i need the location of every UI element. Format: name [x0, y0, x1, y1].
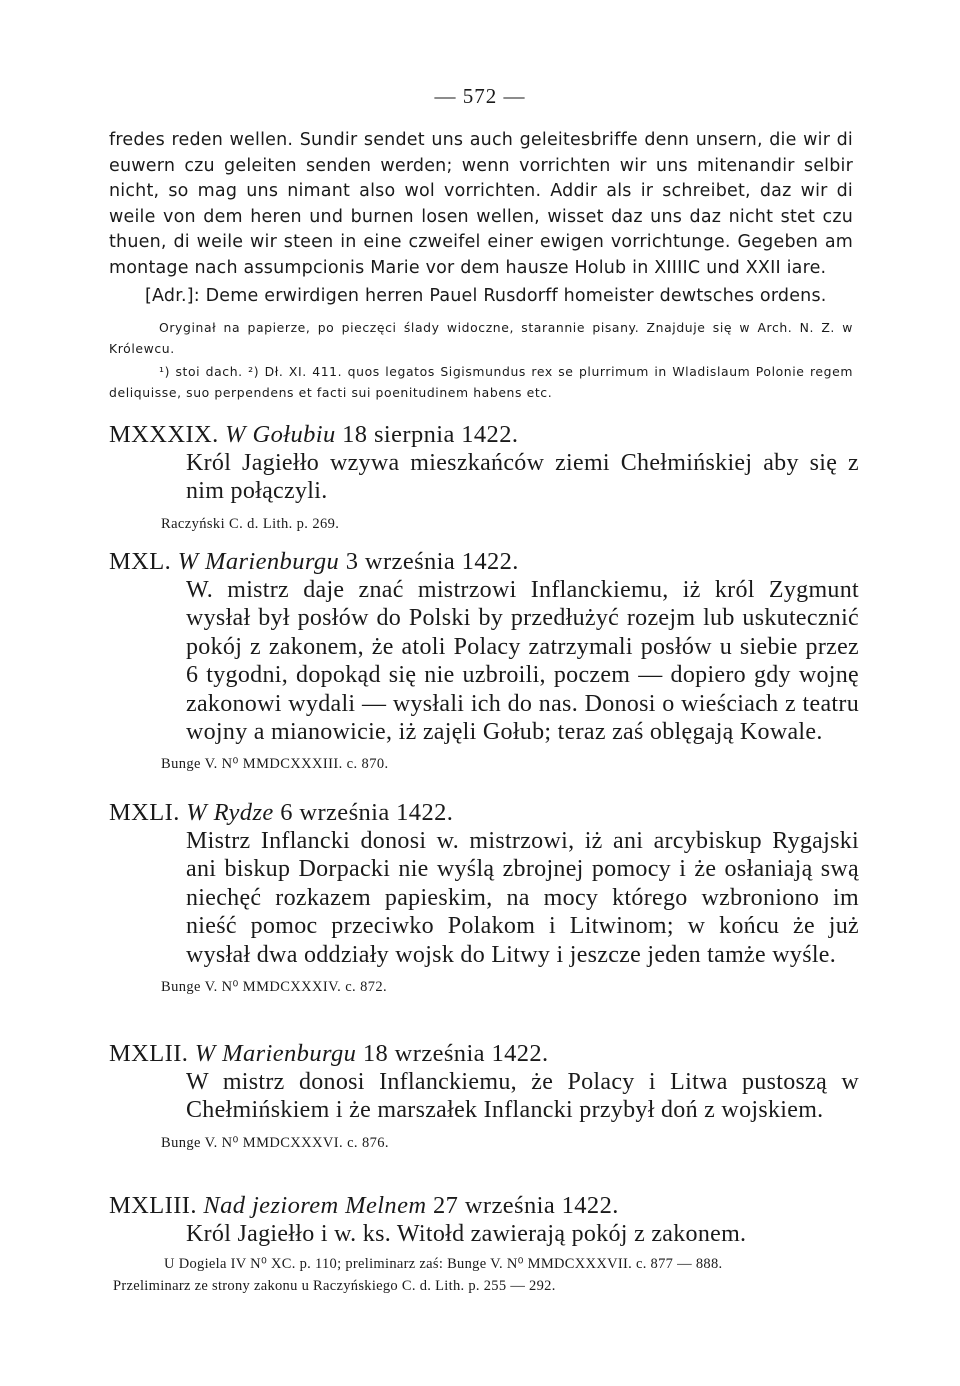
address-line: [Adr.]: Deme erwirdigen herren Pauel Rusdorff homeister dewtsches ordens. — [145, 285, 827, 306]
entry-mxxxix — [109, 420, 859, 533]
entry-place: W Marienburgu — [194, 1040, 357, 1067]
page-number: — 572 — — [434, 84, 526, 108]
entry-date: 18 sierpnia 1422. — [342, 421, 519, 448]
entry-place: W Marienburgu — [177, 548, 340, 575]
entry-source: Raczyński C. d. Lith. p. 269. — [161, 515, 340, 532]
original-note-text: Oryginał na papierze, po pieczęci ślady widoczne, starannie pisany. Znajduje się w Arch. N. Z. w Królewcu. — [109, 320, 853, 357]
final-note-line-2: Przeliminarz ze strony zakonu u Raczyńskiego C. d. Lith. p. 255 — 292. — [113, 1277, 556, 1294]
entry-place: W Rydze — [186, 799, 274, 826]
entry-number: MXXXIX. — [109, 421, 219, 448]
entry-date: 18 września 1422. — [362, 1040, 549, 1067]
footnotes-text: ¹) stoi dach. ²) Dł. XI. 411. quos legatos Sigismundus rex se plurrimum in Wladislaum Polonie regem deliquisse, suo perpendens et facti sui poenitudinem habens etc. — [109, 364, 853, 401]
final-note-line-1: U Dogiela IV N⁰ XC. p. 110; preliminarz zaś: Bunge V. N⁰ MMDCXXXVII. c. 877 — 888. — [164, 1256, 723, 1272]
entry-place: W Gołubiu — [225, 421, 336, 448]
footnotes — [109, 361, 853, 403]
german-paragraph: fredes reden wellen. Sundir sendet uns auch geleitesbriffe denn unsern, die wir di euwern czu geleiten senden werden; wenn vorrichten wir uns mitenandir selbir nicht, so mag uns nimant also wol vorrichten. Addir als ir schreibet, daz wir di weile von dem heren und burnen losen wellen, wisset daz uns daz nicht stet czu thuen, di weile wir steen in eine czweifel einer ewigen vorrichtunge. Gegeben am montage nach assumpcionis Marie vor dem hausze Holub in XIIIIC und XXII iare. — [109, 130, 853, 278]
entry-number: MXL. — [109, 548, 172, 575]
entry-mxlii — [109, 1039, 859, 1152]
entry-summary: Król Jagiełło i w. ks. Witołd zawierają pokój z zakonem. — [186, 1221, 747, 1247]
entry-mxliii — [109, 1191, 859, 1248]
entry-mxli — [109, 798, 859, 996]
original-note — [109, 317, 853, 359]
entry-summary: Król Jagiełło wzywa mieszkańców ziemi Chełmińskiej aby się z nim połączyli. — [186, 450, 859, 505]
entry-date: 6 września 1422. — [280, 799, 454, 826]
entry-heading — [109, 547, 859, 576]
entry-heading — [109, 420, 859, 449]
entry-source: Bunge V. N⁰ MMDCXXXIII. c. 870. — [161, 756, 389, 773]
entry-source: Bunge V. N⁰ MMDCXXXVI. c. 876. — [161, 1134, 389, 1151]
final-source-note — [113, 1254, 863, 1297]
entry-place: Nad jeziorem Melnem — [203, 1192, 427, 1219]
entry-summary: Mistrz Inflancki donosi w. mistrzowi, iż ani arcybiskup Rygajski ani biskup Dorpacki nie wyślą zbrojnej pomocy i że osłaniają swą niechęć rozkazem papieskim, na mocy którego wzbroniono im nieść pomoc przeciwko Polakom i Litwinom; w końcu że już wysłał dwa oddziały wojsk do Litwy i jeszcze jeden tamże wyśle. — [186, 828, 859, 968]
entry-number: MXLI. — [109, 799, 180, 826]
german-letter-text — [109, 128, 853, 309]
entry-date: 3 września 1422. — [345, 548, 519, 575]
entry-date: 27 września 1422. — [433, 1192, 619, 1219]
entry-mxl — [109, 547, 859, 773]
entry-source: Bunge V. N⁰ MMDCXXXIV. c. 872. — [161, 979, 388, 996]
entry-number: MXLIII. — [109, 1192, 197, 1219]
entry-summary: W. mistrz daje znać mistrzowi Inflanckiemu, iż król Zygmunt wysłał był posłów do Polski by przedłużyć rozejm lub uskutecznić pokój z zakonem, że atoli Polacy zatrzymali posłów u siebie przez 6 tygodni, dopokąd się nie uzbroili, poczem — dopiero gdy wojnę zakonowi wydali — wysłali ich do nas. Donosi o wieściach z teatru wojny a mianowicie, iż zajęli Gołub; teraz zaś oblęgają Kowale. — [186, 577, 859, 746]
entry-summary: W mistrz donosi Inflanckiemu, że Polacy i Litwa pustoszą w Chełmińskiem i że marszałek Inflancki przybył doń z wojskiem. — [186, 1069, 859, 1124]
entry-heading — [109, 1191, 859, 1220]
entry-number: MXLII. — [109, 1040, 189, 1067]
entry-heading — [109, 1039, 859, 1068]
entry-heading — [109, 798, 859, 827]
